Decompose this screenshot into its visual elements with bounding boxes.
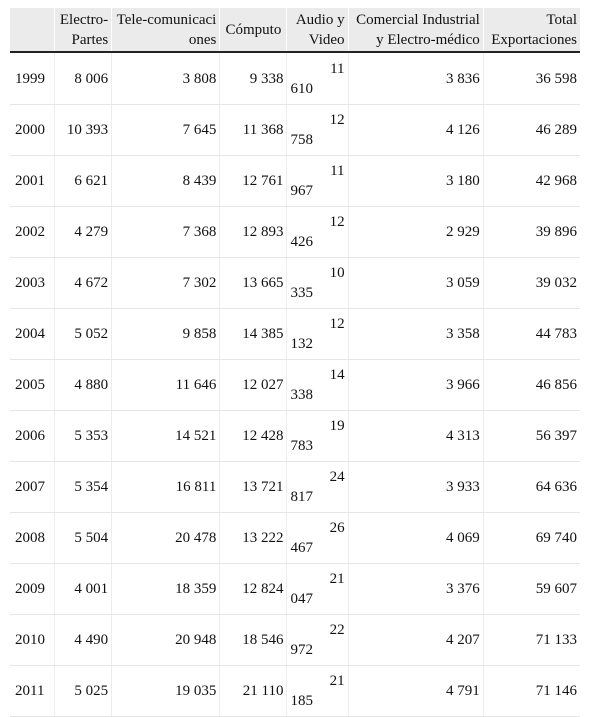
header-electro-partes-text: Electro-Partes <box>59 11 109 48</box>
cell-total: 42 968 <box>483 156 580 207</box>
cell-telecom: 16 811 <box>112 462 220 513</box>
header-telecom <box>112 8 220 52</box>
table-row <box>10 462 580 513</box>
table-row <box>10 258 580 309</box>
cell-computo: 12 824 <box>220 564 287 615</box>
cell-audio-video-line2: 338 <box>290 387 313 403</box>
cell-audio-video <box>287 360 348 411</box>
cell-telecom: 7 302 <box>112 258 220 309</box>
cell-telecom: 20 478 <box>112 513 220 564</box>
cell-total: 71 133 <box>483 615 580 666</box>
cell-telecom: 8 439 <box>112 156 220 207</box>
cell-audio-video <box>287 156 348 207</box>
cell-year: 2010 <box>10 615 55 666</box>
cell-audio-video <box>287 207 348 258</box>
header-industrial <box>348 8 483 52</box>
cell-computo: 12 027 <box>220 360 287 411</box>
cell-audio-video-line2: 335 <box>290 285 313 301</box>
header-industrial-text: Comercial Industrial y Electro-médico <box>356 11 480 48</box>
cell-electro-partes: 8 006 <box>55 52 112 105</box>
cell-industrial: 3 836 <box>348 52 483 105</box>
header-total-text: Total Exportaciones <box>491 11 577 48</box>
cell-year: 2004 <box>10 309 55 360</box>
table-row <box>10 156 580 207</box>
cell-total: 36 598 <box>483 52 580 105</box>
cell-electro-partes: 4 001 <box>55 564 112 615</box>
cell-industrial: 2 929 <box>348 207 483 258</box>
header-year <box>10 8 55 52</box>
cell-electro-partes: 5 354 <box>55 462 112 513</box>
cell-telecom: 7 645 <box>112 105 220 156</box>
cell-electro-partes: 4 880 <box>55 360 112 411</box>
cell-computo: 12 761 <box>220 156 287 207</box>
cell-audio-video <box>287 309 348 360</box>
cell-audio-video-line2: 426 <box>290 234 313 250</box>
cell-audio-video-line2: 967 <box>290 183 313 199</box>
cell-audio-video-line2: 610 <box>290 80 313 97</box>
cell-electro-partes: 5 353 <box>55 411 112 462</box>
cell-industrial: 4 207 <box>348 615 483 666</box>
cell-computo: 13 665 <box>220 258 287 309</box>
cell-telecom: 7 368 <box>112 207 220 258</box>
header-telecom-text: Tele-comunicaciones <box>116 11 217 48</box>
cell-total: 59 607 <box>483 564 580 615</box>
cell-telecom: 14 521 <box>112 411 220 462</box>
cell-audio-video-line2: 758 <box>290 132 313 148</box>
cell-industrial: 3 059 <box>348 258 483 309</box>
header-row <box>10 8 580 52</box>
cell-audio-video-line2: 132 <box>290 336 313 352</box>
cell-electro-partes: 6 621 <box>55 156 112 207</box>
cell-audio-video <box>287 258 348 309</box>
cell-electro-partes: 5 052 <box>55 309 112 360</box>
cell-year: 2000 <box>10 105 55 156</box>
cell-total: 46 856 <box>483 360 580 411</box>
table-body <box>10 52 580 717</box>
cell-total: 71 146 <box>483 666 580 717</box>
cell-year: 2005 <box>10 360 55 411</box>
cell-computo: 18 546 <box>220 615 287 666</box>
cell-computo: 13 222 <box>220 513 287 564</box>
cell-total: 64 636 <box>483 462 580 513</box>
cell-computo: 12 428 <box>220 411 287 462</box>
cell-year: 2011 <box>10 666 55 717</box>
cell-audio-video-line1: 19 <box>329 418 345 434</box>
cell-industrial: 3 966 <box>348 360 483 411</box>
cell-computo: 14 385 <box>220 309 287 360</box>
table-row <box>10 564 580 615</box>
cell-audio-video-line1: 24 <box>329 469 345 485</box>
cell-audio-video <box>287 105 348 156</box>
cell-audio-video <box>287 411 348 462</box>
cell-audio-video-line1: 26 <box>329 520 345 536</box>
table-row <box>10 309 580 360</box>
cell-audio-video-line2: 467 <box>290 540 313 556</box>
exports-table <box>10 8 580 717</box>
cell-audio-video-line1: 12 <box>329 112 345 128</box>
cell-audio-video <box>287 513 348 564</box>
cell-industrial: 3 933 <box>348 462 483 513</box>
table-row <box>10 411 580 462</box>
cell-audio-video <box>287 52 348 105</box>
cell-electro-partes: 10 393 <box>55 105 112 156</box>
cell-year: 2009 <box>10 564 55 615</box>
cell-audio-video-line1: 10 <box>329 265 345 281</box>
cell-telecom: 9 858 <box>112 309 220 360</box>
cell-year: 1999 <box>10 52 55 105</box>
header-computo: Cómputo <box>220 8 287 52</box>
table-row <box>10 105 580 156</box>
header-electro-partes <box>55 8 112 52</box>
cell-computo: 12 893 <box>220 207 287 258</box>
cell-audio-video-line1: 11 <box>330 163 345 179</box>
cell-audio-video-line2: 972 <box>290 642 313 658</box>
cell-audio-video <box>287 666 348 717</box>
cell-industrial: 3 358 <box>348 309 483 360</box>
cell-total: 56 397 <box>483 411 580 462</box>
table-row <box>10 615 580 666</box>
cell-industrial: 4 069 <box>348 513 483 564</box>
cell-year: 2007 <box>10 462 55 513</box>
cell-computo: 13 721 <box>220 462 287 513</box>
cell-year: 2003 <box>10 258 55 309</box>
table-header <box>10 8 580 52</box>
cell-telecom: 3 808 <box>112 52 220 105</box>
cell-computo: 21 110 <box>220 666 287 717</box>
cell-telecom: 19 035 <box>112 666 220 717</box>
cell-total: 44 783 <box>483 309 580 360</box>
cell-electro-partes: 4 279 <box>55 207 112 258</box>
cell-electro-partes: 5 025 <box>55 666 112 717</box>
cell-audio-video-line1: 21 <box>329 571 345 587</box>
cell-electro-partes: 4 672 <box>55 258 112 309</box>
cell-audio-video-line1: 12 <box>329 316 345 332</box>
cell-industrial: 3 180 <box>348 156 483 207</box>
cell-audio-video-line2: 047 <box>290 591 313 607</box>
cell-telecom: 20 948 <box>112 615 220 666</box>
cell-audio-video-line1: 14 <box>329 367 345 383</box>
cell-audio-video <box>287 462 348 513</box>
cell-electro-partes: 5 504 <box>55 513 112 564</box>
cell-total: 69 740 <box>483 513 580 564</box>
table-row <box>10 52 580 105</box>
cell-audio-video-line2: 817 <box>290 489 313 505</box>
cell-total: 39 896 <box>483 207 580 258</box>
table-row <box>10 360 580 411</box>
cell-year: 2006 <box>10 411 55 462</box>
cell-audio-video-line2: 783 <box>290 438 313 454</box>
cell-audio-video <box>287 564 348 615</box>
cell-year: 2001 <box>10 156 55 207</box>
cell-telecom: 18 359 <box>112 564 220 615</box>
cell-total: 46 289 <box>483 105 580 156</box>
header-total <box>483 8 580 52</box>
cell-audio-video-line1: 22 <box>329 622 345 638</box>
cell-total: 39 032 <box>483 258 580 309</box>
cell-audio-video-line1: 12 <box>329 214 345 230</box>
cell-audio-video-line2: 185 <box>290 693 313 709</box>
cell-telecom: 11 646 <box>112 360 220 411</box>
cell-computo: 9 338 <box>220 52 287 105</box>
cell-industrial: 3 376 <box>348 564 483 615</box>
header-audio-video <box>287 8 348 52</box>
cell-audio-video <box>287 615 348 666</box>
cell-audio-video-line1: 11 <box>330 60 345 77</box>
table-row <box>10 207 580 258</box>
cell-electro-partes: 4 490 <box>55 615 112 666</box>
cell-year: 2008 <box>10 513 55 564</box>
cell-industrial: 4 791 <box>348 666 483 717</box>
table-row <box>10 513 580 564</box>
cell-year: 2002 <box>10 207 55 258</box>
cell-computo: 11 368 <box>220 105 287 156</box>
table-row <box>10 666 580 717</box>
cell-audio-video-line1: 21 <box>329 673 345 689</box>
cell-industrial: 4 313 <box>348 411 483 462</box>
header-audio-video-text: Audio y Video <box>295 11 345 48</box>
cell-industrial: 4 126 <box>348 105 483 156</box>
